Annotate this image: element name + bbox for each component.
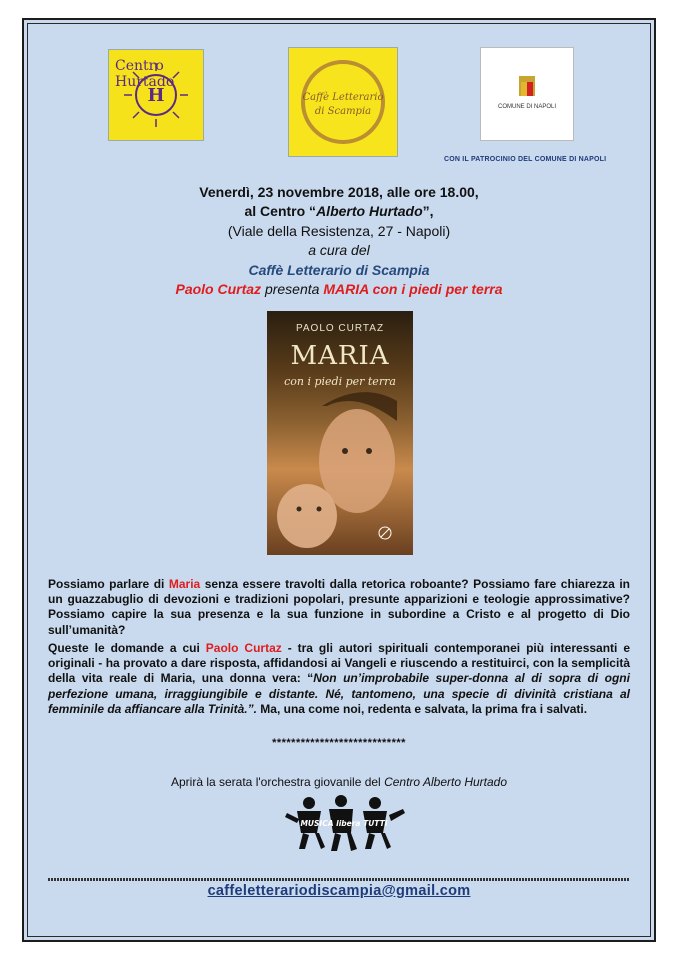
- svg-text:H: H: [147, 85, 165, 106]
- napoli-crest-icon: [481, 48, 573, 140]
- madonna-painting: [267, 311, 413, 555]
- opening-text: Aprirà la serata l'orchestra giovanile del: [170, 775, 385, 789]
- venue-prefix: al Centro “: [244, 203, 317, 219]
- musica-logo-label: MUSICA libera TUTTI: [300, 819, 388, 828]
- book-cover-subtitle: con i piedi per terra: [284, 375, 396, 388]
- author-name: Paolo Curtaz: [175, 281, 262, 297]
- contact-email-link[interactable]: caffeletterariodiscampia@gmail.com: [207, 883, 471, 899]
- venue-name: Alberto Hurtado: [316, 203, 423, 219]
- presents-word: presenta: [261, 281, 324, 297]
- opening-line: [24, 775, 654, 789]
- p1-text-a: Possiamo parlare di: [48, 577, 169, 591]
- organizer-name: Caffè Letterario di Scampia: [248, 262, 430, 278]
- author-paragraph: [48, 641, 630, 717]
- svg-text:COMUNE DI NAPOLI: COMUNE DI NAPOLI: [497, 104, 557, 110]
- logo-hurtado-label: Centro Hurtado: [115, 58, 175, 90]
- svg-text:di Scampia: di Scampia: [314, 106, 372, 117]
- book-cover-title: MARIA: [290, 341, 390, 371]
- comune-napoli-logo: [480, 47, 574, 141]
- opening-name: Centro Alberto Hurtado: [384, 775, 508, 789]
- p2-text-c: Ma, una come noi, redenta e salvata, la prima fra i salvati.: [256, 701, 588, 716]
- caffe-letterario-logo: [288, 47, 398, 157]
- p2-text-b: - tra gli autori spirituali contemporanei più interessanti e originali - ha provato a dare risposta, affidandosi ai Vangeli e riuscendo a restituirci, con la semplicità della vita reale di Maria, una donna vera: “: [48, 641, 630, 686]
- p1-text-b: senza essere travolti dalla retorica roboante? Possiamo fare chiarezza in un guazzabuglio di devozioni e tradizioni popolari, presunte apparizioni e teologie approssimative? Possiamo capire la sua presenza e la sua funzione in subordine a Cristo e al progetto di Dio sull’umanità?: [48, 577, 630, 637]
- footer-divider: [48, 878, 630, 881]
- centro-hurtado-logo: [108, 49, 204, 141]
- venue-suffix: ”,: [422, 203, 434, 219]
- book-cover-author: PAOLO CURTAZ: [295, 323, 385, 334]
- event-address: (Viale della Resistenza, 27 - Napoli): [227, 223, 451, 239]
- book-cover-image: [267, 311, 413, 555]
- musica-libera-tutti-logo: [279, 793, 409, 855]
- book-title: MARIA con i piedi per terra: [323, 281, 503, 297]
- event-venue: [24, 203, 654, 219]
- patronage-note: CON IL PATROCINIO DEL COMUNE DI NAPOLI: [444, 156, 607, 163]
- p2-text-a: Queste le domande a cui: [48, 641, 206, 655]
- event-date: Venerdì, 23 novembre 2018, alle ore 18.00,: [199, 184, 479, 200]
- coffee-ring-icon: [289, 48, 397, 156]
- flyer-frame: [22, 18, 656, 942]
- svg-text:Caffè Letterario: Caffè Letterario: [302, 92, 384, 103]
- p1-name-maria: Maria: [168, 577, 201, 591]
- stars-separator: ****************************: [272, 737, 406, 749]
- p2-name-curtaz: Paolo Curtaz: [205, 641, 282, 655]
- intro-paragraph: [48, 577, 630, 638]
- p2-quote: Non un’improbabile super-donna al di sopra di ogni perfezione umana, irraggiungibile e distante. Né, tantomeno, una specie di divinità cristiana al femminile da affiancare alla Trinità.”.: [48, 671, 630, 716]
- presentation-line: [24, 281, 654, 297]
- dancing-figures-icon: [279, 793, 409, 855]
- publisher-logo-icon: [379, 527, 391, 539]
- curated-by: a cura del: [308, 242, 370, 258]
